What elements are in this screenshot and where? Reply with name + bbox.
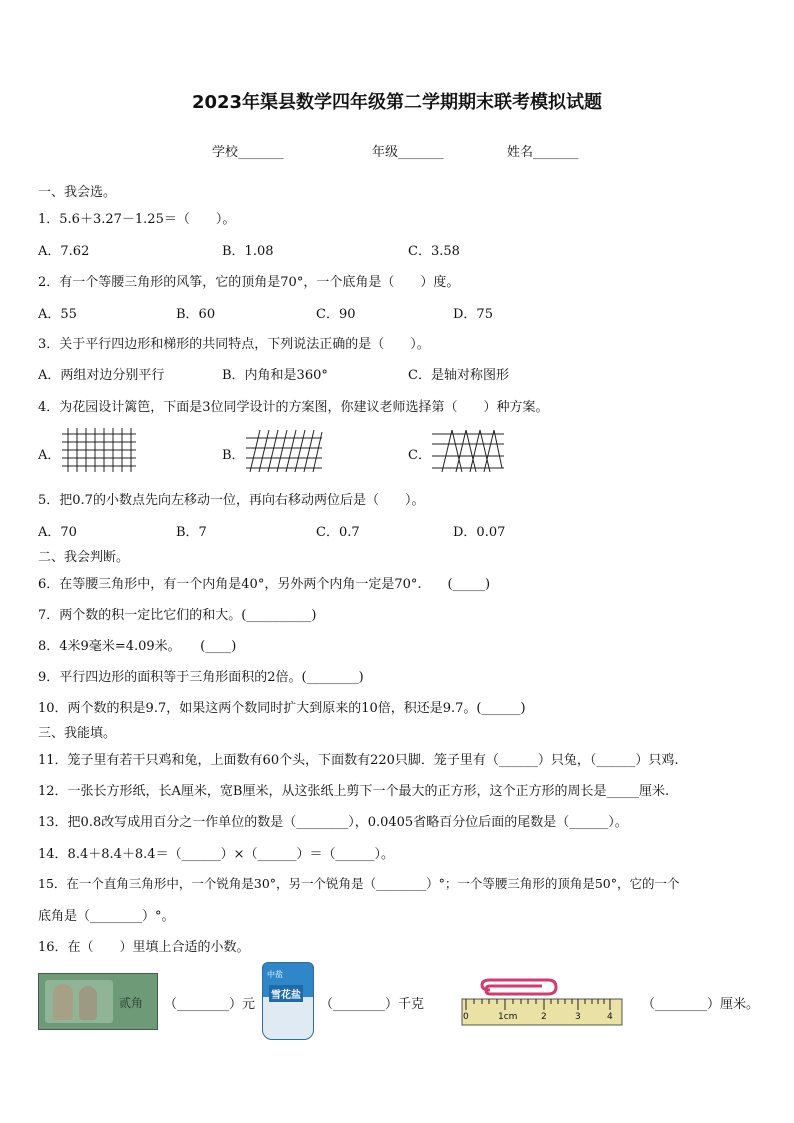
q5-option-c[interactable]: C．0.7 [316, 525, 360, 540]
ruler-label-2: 2 [541, 1012, 547, 1022]
question-2: 2．有一个等腰三角形的风筝，它的顶角是70°，一个底角是（ ）度。 [38, 275, 460, 290]
q4-option-a[interactable]: A． [38, 448, 61, 463]
q5-option-a[interactable]: A．70 [38, 525, 77, 540]
q2-option-c[interactable]: C．90 [316, 307, 356, 322]
q2-option-b[interactable]: B．60 [176, 307, 216, 322]
question-1: 1．5.6＋3.27－1.25＝（ ）。 [38, 212, 236, 227]
question-7: 7．两个数的积一定比它们的和大。(__________) [38, 608, 317, 623]
banknote-denomination: 贰角 [119, 996, 144, 1010]
name-field[interactable]: 姓名_______ [507, 145, 579, 160]
q1-option-c[interactable]: C．3.58 [408, 244, 460, 259]
q1-option-a[interactable]: A．7.62 [38, 244, 90, 259]
question-5: 5．把0.7的小数点先向左移动一位，再向右移动两位后是（ ）。 [38, 493, 425, 508]
question-12: 12．一张长方形纸，长A厘米，宽B厘米，从这张纸上剪下一个最大的正方形，这个正方形的周长是_____厘米. [38, 784, 670, 799]
ruler-label-1: 1cm [498, 1012, 518, 1022]
question-10: 10．两个数的积是9.7，如果这两个数同时扩大到原来的10倍，积还是9.7。(______) [38, 701, 526, 716]
q4-option-b[interactable]: B． [222, 448, 245, 463]
fence-slanted-figure [244, 428, 324, 474]
q4-option-c[interactable]: C． [408, 448, 431, 463]
fence-triangle-figure [430, 428, 506, 474]
fence-grid-figure [60, 428, 138, 474]
question-13: 13．把0.8改写成用百分之一作单位的数是（________），0.0405省略百分位后面的尾数是（______）。 [38, 815, 628, 830]
q2-option-d[interactable]: D．75 [453, 307, 493, 322]
question-15-line-1: 15．在一个直角三角形中，一个锐角是30°，另一个锐角是（________）°；一个等腰三角形的顶角是50°，它的一个 [38, 876, 680, 891]
question-16: 16．在（ ）里填上合适的小数。 [38, 940, 250, 955]
q2-option-a[interactable]: A．55 [38, 307, 77, 322]
ruler-label-3: 3 [575, 1012, 581, 1022]
grade-field[interactable]: 年级_______ [372, 145, 444, 160]
q16-blank-cm[interactable]: （________）厘米。 [642, 997, 760, 1012]
q16-blank-yuan[interactable]: （________）元 [164, 997, 256, 1012]
salt-bag-brand: 雪花盐 [269, 985, 303, 1002]
question-3: 3．关于平行四边形和梯形的共同特点，下列说法正确的是（ ）。 [38, 337, 430, 352]
q5-option-b[interactable]: B．7 [176, 525, 207, 540]
ruler-with-clip-image [460, 978, 628, 1026]
q3-option-c[interactable]: C．是轴对称图形 [408, 368, 509, 383]
question-11: 11．笼子里有若干只鸡和兔，上面数有60个头，下面数有220只脚．笼子里有（______）只兔，（______）只鸡. [38, 753, 679, 768]
question-14: 14．8.4＋8.4＋8.4＝（______）×（______）＝（______）。 [38, 847, 394, 862]
q1-option-b[interactable]: B．1.08 [222, 244, 274, 259]
ruler-label-4: 4 [607, 1012, 613, 1022]
question-6: 6．在等腰三角形中，有一个内角是40°，另外两个内角一定是70°. (_____) [38, 577, 491, 592]
q3-option-a[interactable]: A．两组对边分别平行 [38, 368, 165, 383]
question-8: 8．4米9毫米=4.09米。 (____) [38, 639, 237, 654]
question-9: 9．平行四边形的面积等于三角形面积的2倍。(________) [38, 670, 364, 685]
section-2-heading: 二、我会判断。 [38, 550, 130, 565]
q5-option-d[interactable]: D．0.07 [453, 525, 506, 540]
ruler-label-0: 0 [463, 1012, 469, 1022]
section-1-heading: 一、我会选。 [38, 185, 117, 200]
page-title: 2023年渠县数学四年级第二学期期末联考模拟试题 [191, 92, 603, 113]
school-field[interactable]: 学校_______ [212, 145, 284, 160]
q3-option-b[interactable]: B．内角和是360° [222, 368, 328, 383]
banknote-image [38, 973, 158, 1030]
salt-bag-image [262, 962, 314, 1040]
question-4: 4．为花园设计篱笆，下面是3位同学设计的方案图，你建议老师选择第（ ）种方案。 [38, 400, 549, 415]
q16-blank-kg[interactable]: （________）千克 [320, 997, 425, 1012]
salt-bag-small-label: 中盐 [267, 970, 283, 979]
section-3-heading: 三、我能填。 [38, 726, 117, 741]
question-15-line-2: 底角是（________）°。 [38, 909, 175, 924]
